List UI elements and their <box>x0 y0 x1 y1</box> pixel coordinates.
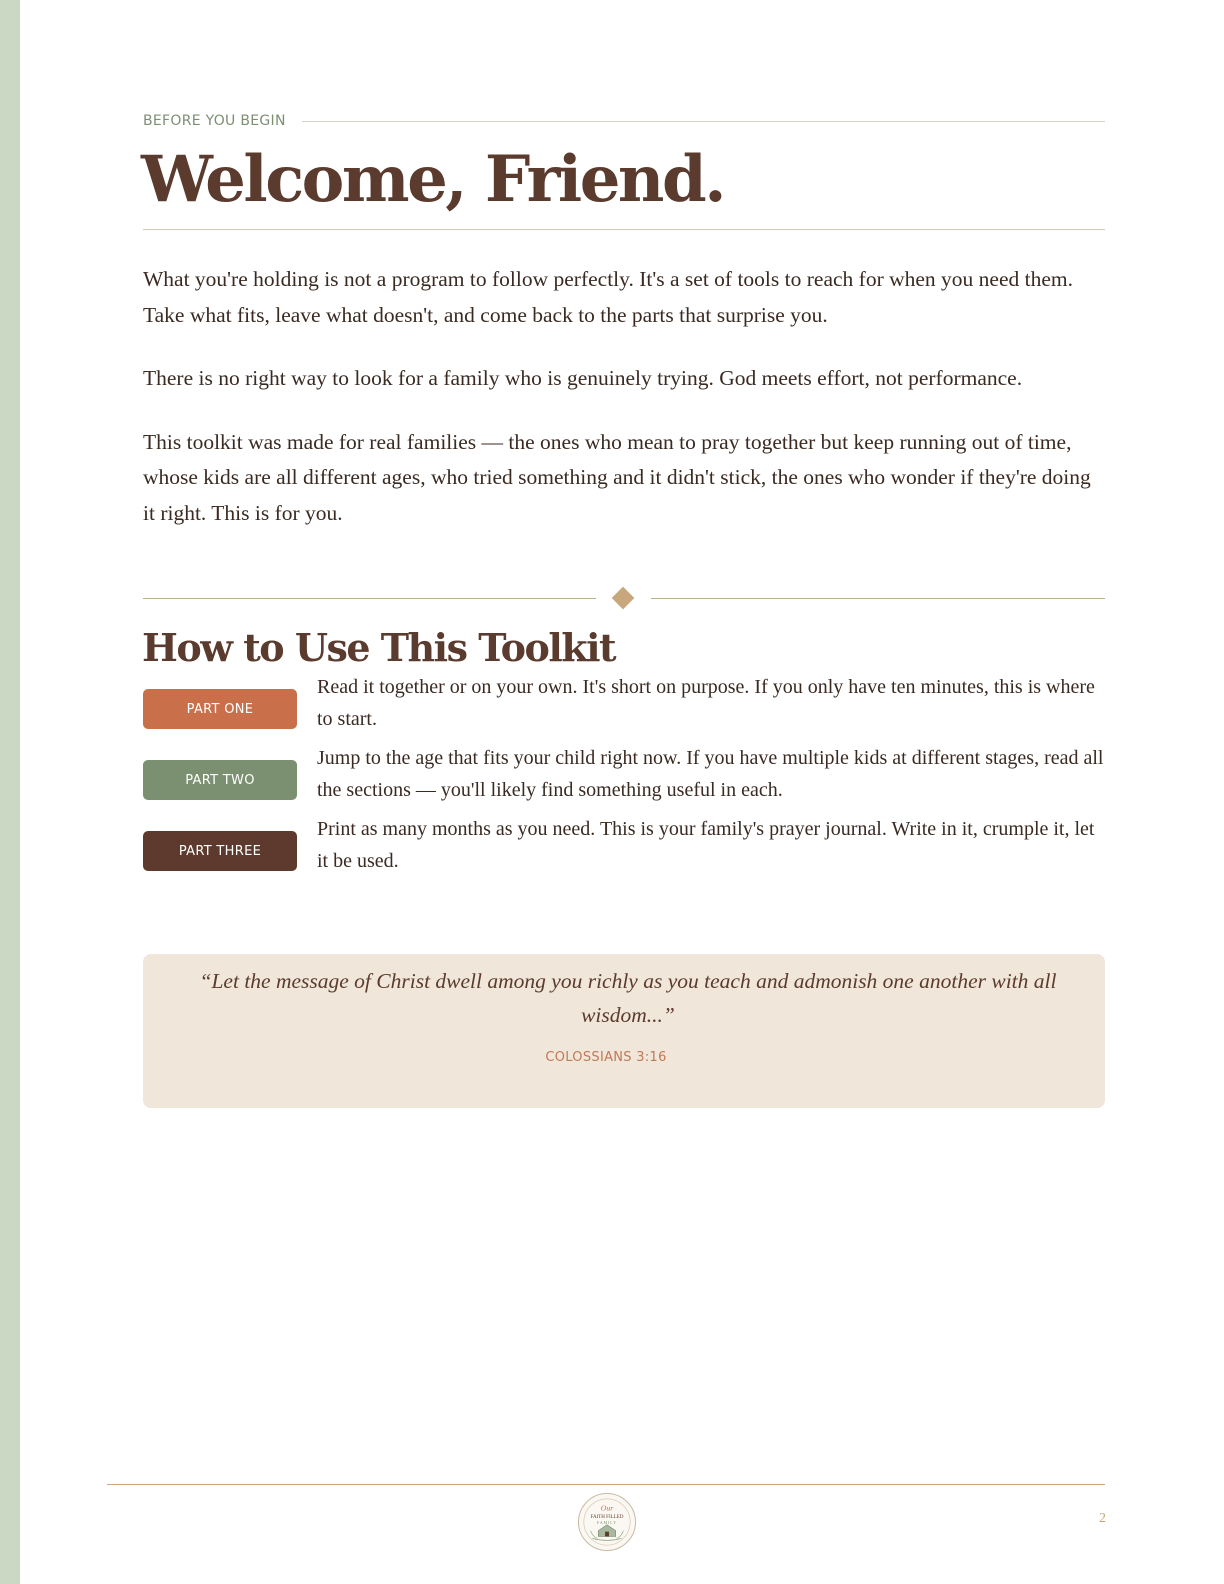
footer-rule <box>107 1484 1105 1485</box>
scripture-quote-box <box>143 954 1105 1108</box>
part-two-description: Jump to the age that fits your child right now. If you have multiple kids at different stages, read all the sections — you'll likely find something useful in each. <box>317 747 1104 801</box>
divider-line-left <box>143 598 596 599</box>
scripture-quote: “Let the message of Christ dwell among you richly as you teach and admonish one another with all wisdom...” <box>199 969 1057 1027</box>
intro-paragraph: What you're holding is not a program to follow perfectly. It's a set of tools to reach for when you need them. Take what fits, leave what doesn't, and come back to the parts that surprise you. <box>143 267 1074 327</box>
part-one-badge: PART ONE <box>143 689 297 729</box>
diamond-icon <box>612 587 635 610</box>
page-number: 2 <box>1099 1511 1106 1526</box>
intro-paragraph: This toolkit was made for real families — the ones who mean to pray together but keep running out of time, whose kids are all different ages, who tried something and it didn't stick, the ones who wonder if they're doing it right. This is for you. <box>143 429 1091 525</box>
side-accent-stripe <box>0 0 20 1584</box>
part-two-badge: PART TWO <box>143 760 297 800</box>
part-item-three <box>143 814 1105 884</box>
section-divider <box>143 588 1105 608</box>
intro-paragraph: There is no right way to look for a family who is genuinely trying. God meets effort, not performance. <box>143 366 1023 390</box>
how-to-heading: How to Use This Toolkit <box>142 625 616 670</box>
part-three-badge: PART THREE <box>143 831 297 871</box>
section-eyebrow: BEFORE YOU BEGIN <box>143 113 286 129</box>
part-three-description: Print as many months as you need. This is your family's prayer journal. Write in it, crumple it, let it be used. <box>317 818 1095 872</box>
section-eyebrow-row <box>143 110 1105 132</box>
logo-graphic <box>579 1494 635 1550</box>
intro-text <box>143 262 1105 559</box>
logo-line-2: FAITH FILLED <box>590 1515 624 1521</box>
eyebrow-rule <box>302 121 1105 122</box>
part-item-one <box>143 672 1105 742</box>
logo-line-1: Our <box>600 1503 614 1513</box>
scripture-reference: COLOSSIANS 3:16 <box>545 1050 667 1065</box>
part-item-two <box>143 743 1105 813</box>
title-rule <box>143 229 1105 230</box>
page-title: Welcome, Friend. <box>141 142 724 217</box>
family-house-logo <box>578 1493 636 1551</box>
part-one-description: Read it together or on your own. It's short on purpose. If you only have ten minutes, this is where to start. <box>317 676 1095 730</box>
divider-line-right <box>651 598 1105 599</box>
logo-line-3: FAMILY <box>597 1520 617 1525</box>
